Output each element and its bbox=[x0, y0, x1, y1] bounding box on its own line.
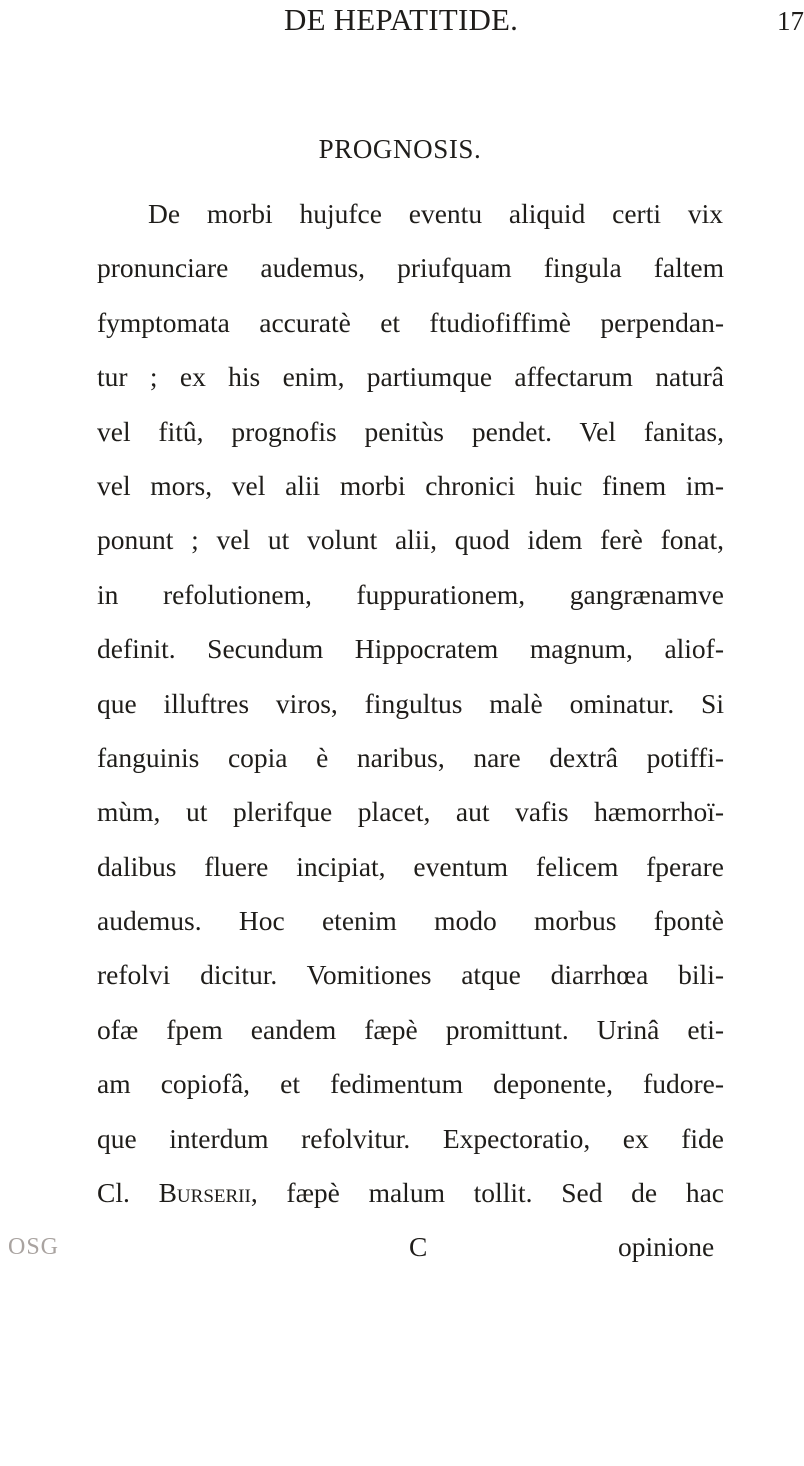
text-line: fymptomata accuratè et ftudiofiffimè perpendan- bbox=[97, 306, 724, 338]
text-line bbox=[97, 1166, 724, 1220]
text-line: definit. Secundum Hippocratem magnum, aliof- bbox=[97, 633, 724, 665]
text-line: audemus. Hoc etenim modo morbus fpontè bbox=[97, 905, 724, 937]
author-name: Burserii bbox=[158, 1177, 251, 1209]
text-line: que illuftres viros, fingultus malè ominatur. Si bbox=[97, 687, 724, 719]
text-line: De morbi hujufce eventu aliquid certi vix bbox=[148, 198, 723, 229]
catchword: opinione bbox=[618, 1231, 715, 1263]
text-line: mùm, ut plerifque placet, aut vafis hæmorrhoï- bbox=[97, 796, 724, 828]
catchline bbox=[0, 1220, 800, 1274]
text-line: ponunt ; vel ut volunt alii, quod idem ferè fonat, bbox=[97, 524, 724, 556]
library-stamp: OSG bbox=[8, 1234, 60, 1261]
text-line: dalibus fluere incipiat, eventum felicem fperare bbox=[97, 850, 724, 882]
text-line: refolvi dicitur. Vomitiones atque diarrhœa bili- bbox=[97, 959, 724, 991]
text-line: vel fitû, prognofis penitùs pendet. Vel fanitas, bbox=[97, 415, 724, 447]
text-line: fanguinis copia è naribus, nare dextrâ potiffi- bbox=[97, 741, 724, 773]
text-line: tur ; ex his enim, partiumque affectarum naturâ bbox=[97, 361, 724, 393]
text-line: que interdum refolvitur. Expectoratio, ex fide bbox=[97, 1122, 724, 1154]
page-number: 17 bbox=[777, 6, 804, 36]
text-line-end: , fæpè malum tollit. Sed de hac bbox=[250, 1177, 725, 1209]
section-heading: PROGNOSIS. bbox=[318, 134, 482, 164]
text-line: pronunciare audemus, priufquam fingula faltem bbox=[97, 252, 724, 284]
text-line: vel mors, vel alii morbi chronici huic finem im- bbox=[97, 469, 724, 501]
running-title: DE HEPATITIDE. bbox=[284, 2, 519, 37]
text-line: in refolutionem, fuppurationem, gangrænamve bbox=[97, 578, 724, 610]
body-paragraph bbox=[0, 187, 800, 1275]
author-prefix: Cl. bbox=[97, 1177, 159, 1209]
signature-mark: C bbox=[409, 1231, 428, 1263]
running-head bbox=[0, 2, 804, 42]
text-line: ofæ fpem eandem fæpè promittunt. Urinâ eti- bbox=[97, 1013, 724, 1045]
text-line: am copiofâ, et fedimentum deponente, fudore- bbox=[97, 1068, 724, 1100]
